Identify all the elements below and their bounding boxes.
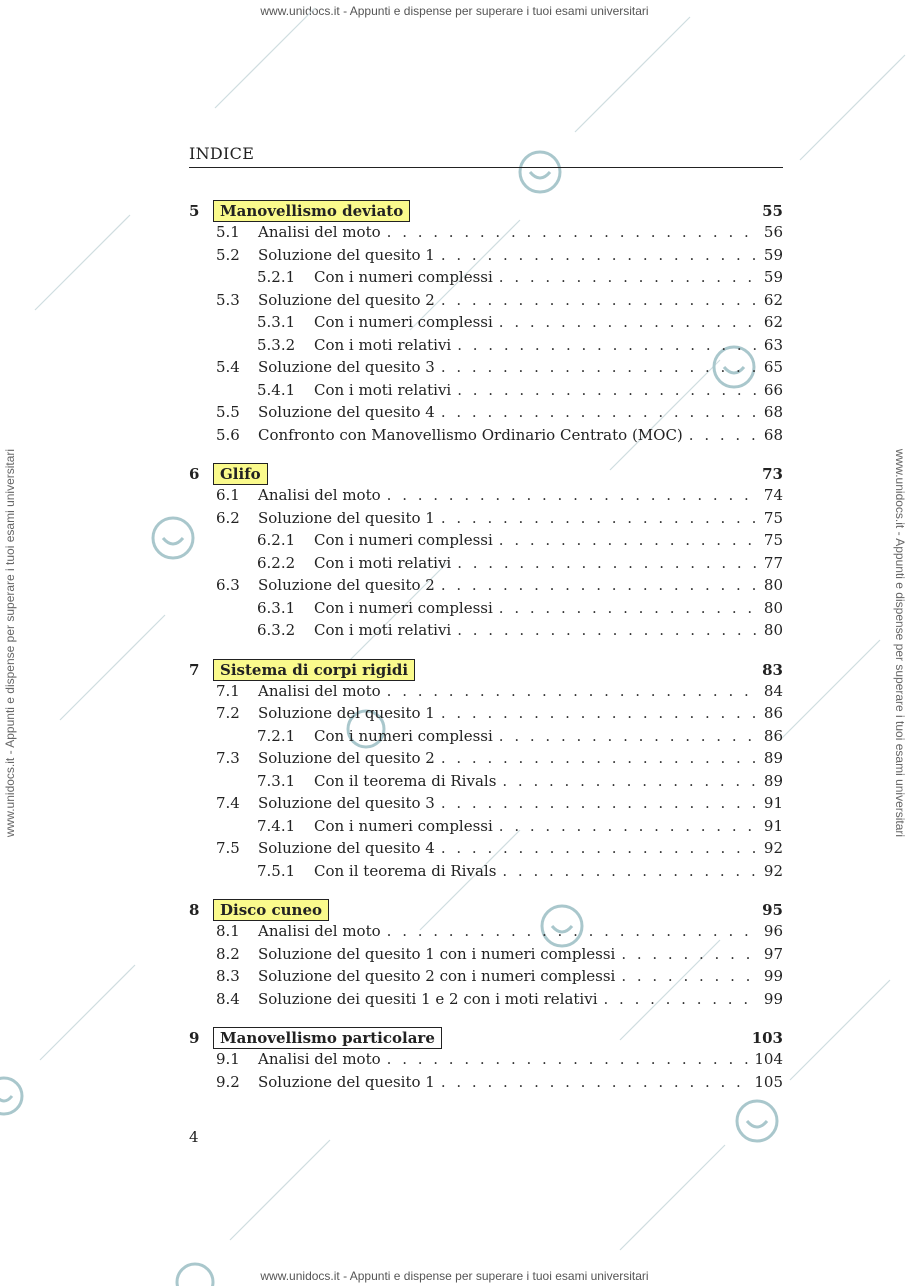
entry-title: Analisi del moto <box>258 681 381 700</box>
entry-title: Soluzione del quesito 1 <box>258 245 435 264</box>
entry-page-number: 63 <box>763 335 783 354</box>
entry-page-number: 92 <box>763 861 783 880</box>
entry-number: 5.3 <box>216 290 240 309</box>
entry-number: 7.2 <box>216 704 240 722</box>
dot-leader <box>499 599 757 617</box>
dot-leader <box>499 727 757 745</box>
subsection-entry[interactable] <box>189 727 783 750</box>
entry-number: 8.2 <box>216 944 240 963</box>
chapter-heading[interactable] <box>189 898 783 922</box>
entry-title: Con i numeri complessi <box>314 313 493 331</box>
entry-number: 7.2.1 <box>257 726 296 745</box>
entry-page-number: 91 <box>763 816 783 835</box>
section-entry[interactable] <box>189 967 783 990</box>
chapter-page-number: 83 <box>762 660 783 679</box>
dot-leader <box>604 990 758 1008</box>
entry-page-number: 99 <box>763 989 783 1008</box>
section-entry[interactable] <box>189 576 783 599</box>
chapter-page-number: 103 <box>751 1029 783 1047</box>
entry-page-number: 99 <box>763 967 783 985</box>
entry-title: Con i numeri complessi <box>314 531 493 549</box>
entry-number: 9.2 <box>216 1072 240 1091</box>
subsection-entry[interactable] <box>189 268 783 291</box>
entry-title: Con i numeri complessi <box>314 268 493 286</box>
entry-page-number: 92 <box>763 839 783 857</box>
dot-leader <box>457 554 757 572</box>
watermark-right: www.unidocs.it - Appunti e dispense per superare i tuoi esami universitari <box>893 448 907 838</box>
entry-page-number: 86 <box>763 704 783 722</box>
chapter-number: 8 <box>189 901 200 919</box>
entry-title: Con i numeri complessi <box>314 598 493 617</box>
dot-leader <box>387 922 757 940</box>
dot-leader <box>387 486 757 504</box>
dot-leader <box>387 1050 749 1068</box>
section-entry[interactable] <box>189 682 783 705</box>
section-entry[interactable] <box>189 990 783 1013</box>
entry-number: 5.5 <box>216 403 240 421</box>
entry-title: Soluzione del quesito 1 <box>258 508 435 527</box>
chapter <box>189 658 783 885</box>
entry-title: Soluzione del quesito 2 con i numeri complessi <box>258 967 616 985</box>
entry-title: Soluzione del quesito 2 <box>258 749 435 767</box>
chapter-page-number: 95 <box>762 901 783 919</box>
chapter-page-number: 73 <box>762 465 783 483</box>
entry-page-number: 56 <box>763 223 783 241</box>
section-entry[interactable] <box>189 291 783 314</box>
subsection-entry[interactable] <box>189 621 783 644</box>
page-header: INDICE <box>189 144 783 168</box>
dot-leader <box>441 403 757 421</box>
dot-leader <box>441 749 757 767</box>
entry-title: Con i moti relativi <box>314 553 452 572</box>
dot-leader <box>441 1073 749 1091</box>
dot-leader <box>441 246 757 264</box>
entry-page-number: 66 <box>763 380 783 399</box>
entry-page-number: 91 <box>763 794 783 812</box>
entry-page-number: 75 <box>763 531 783 549</box>
entry-number: 5.1 <box>216 223 240 241</box>
section-entry[interactable] <box>189 403 783 426</box>
dot-leader <box>457 381 757 399</box>
entry-number: 6.3.2 <box>257 621 296 639</box>
chapter-heading[interactable] <box>189 1026 783 1050</box>
entry-title: Analisi del moto <box>258 223 381 241</box>
subsection-entry[interactable] <box>189 599 783 622</box>
entry-title: Soluzione del quesito 1 <box>258 704 435 722</box>
watermark-left: www.unidocs.it - Appunti e dispense per superare i tuoi esami universitari <box>3 448 17 838</box>
entry-title: Soluzione dei quesiti 1 e 2 con i moti relativi <box>258 989 598 1008</box>
section-entry[interactable] <box>189 945 783 968</box>
chapter-title-link[interactable]: Disco cuneo <box>213 899 329 921</box>
entry-page-number: 68 <box>763 425 783 444</box>
dot-leader <box>387 682 757 700</box>
section-entry[interactable] <box>189 1073 783 1096</box>
entry-page-number: 105 <box>754 1072 783 1091</box>
chapter <box>189 1026 783 1095</box>
table-of-contents <box>189 199 783 1109</box>
entry-page-number: 59 <box>763 245 783 264</box>
dot-leader <box>499 268 757 286</box>
entry-number: 6.3.1 <box>257 598 296 617</box>
entry-number: 7.4 <box>216 794 240 812</box>
entry-page-number: 74 <box>763 486 783 504</box>
entry-number: 5.3.2 <box>257 335 296 354</box>
entry-page-number: 89 <box>763 771 783 790</box>
subsection-entry[interactable] <box>189 817 783 840</box>
entry-title: Soluzione del quesito 4 <box>258 403 435 421</box>
chapter-page-number: 55 <box>762 202 783 220</box>
entry-page-number: 97 <box>763 944 783 963</box>
entry-number: 7.5.1 <box>257 861 296 880</box>
section-entry[interactable] <box>189 794 783 817</box>
entry-title: Con i moti relativi <box>314 621 452 639</box>
chapter-title-link[interactable]: Glifo <box>213 463 268 485</box>
entry-title: Analisi del moto <box>258 922 381 940</box>
subsection-entry[interactable] <box>189 381 783 404</box>
page-number: 4 <box>189 1128 199 1146</box>
entry-title: Confronto con Manovellismo Ordinario Centrato (MOC) <box>258 425 683 444</box>
subsection-entry[interactable] <box>189 336 783 359</box>
entry-number: 9.1 <box>216 1050 240 1068</box>
chapter-number: 5 <box>189 202 200 220</box>
dot-leader <box>441 509 757 527</box>
section-entry[interactable] <box>189 839 783 862</box>
entry-page-number: 68 <box>763 403 783 421</box>
entry-number: 7.5 <box>216 839 240 857</box>
subsection-entry[interactable] <box>189 862 783 885</box>
entry-page-number: 89 <box>763 749 783 767</box>
entry-number: 5.4.1 <box>257 380 296 399</box>
entry-page-number: 96 <box>763 922 783 940</box>
chapter-heading[interactable] <box>189 462 783 486</box>
chapter-title-link[interactable]: Manovellismo particolare <box>213 1027 442 1049</box>
entry-page-number: 75 <box>763 508 783 527</box>
dot-leader <box>457 621 757 639</box>
subsection-entry[interactable] <box>189 554 783 577</box>
entry-page-number: 80 <box>763 598 783 617</box>
entry-number: 7.4.1 <box>257 816 296 835</box>
entry-title: Con il teorema di Rivals <box>314 861 497 880</box>
entry-title: Analisi del moto <box>258 1050 381 1068</box>
watermark-bottom: www.unidocs.it - Appunti e dispense per superare i tuoi esami universitari <box>260 1269 649 1283</box>
entry-page-number: 62 <box>763 290 783 309</box>
section-entry[interactable] <box>189 358 783 381</box>
section-entry[interactable] <box>189 486 783 509</box>
dot-leader <box>689 426 757 444</box>
entry-number: 5.2.1 <box>257 268 296 286</box>
dot-leader <box>441 839 757 857</box>
entry-number: 6.2 <box>216 508 240 527</box>
subsection-entry[interactable] <box>189 531 783 554</box>
entry-title: Con i numeri complessi <box>314 726 493 745</box>
entry-title: Soluzione del quesito 3 <box>258 794 435 812</box>
entry-page-number: 62 <box>763 313 783 331</box>
chapter-title-link[interactable]: Manovellismo deviato <box>213 200 410 222</box>
dot-leader <box>499 817 757 835</box>
entry-number: 7.1 <box>216 681 240 700</box>
entry-number: 8.1 <box>216 922 240 940</box>
section-entry[interactable] <box>189 749 783 772</box>
section-entry[interactable] <box>189 246 783 269</box>
dot-leader <box>441 704 757 722</box>
section-entry[interactable] <box>189 1050 783 1073</box>
section-entry[interactable] <box>189 509 783 532</box>
entry-number: 5.3.1 <box>257 313 296 331</box>
watermark-top: www.unidocs.it - Appunti e dispense per superare i tuoi esami universitari <box>260 4 649 18</box>
entry-title: Soluzione del quesito 3 <box>258 358 435 376</box>
chapter-title-link[interactable]: Sistema di corpi rigidi <box>213 659 415 681</box>
entry-title: Soluzione del quesito 2 <box>258 576 435 594</box>
subsection-entry[interactable] <box>189 313 783 336</box>
entry-title: Soluzione del quesito 4 <box>258 839 435 857</box>
chapter <box>189 462 783 644</box>
dot-leader <box>621 945 757 963</box>
entry-title: Soluzione del quesito 2 <box>258 290 435 309</box>
entry-number: 7.3 <box>216 749 240 767</box>
entry-title: Con i numeri complessi <box>314 816 493 835</box>
entry-title: Soluzione del quesito 1 con i numeri complessi <box>258 944 616 963</box>
chapter <box>189 199 783 448</box>
section-entry[interactable] <box>189 922 783 945</box>
chapter <box>189 898 783 1012</box>
entry-number: 6.3 <box>216 576 240 594</box>
entry-number: 6.2.2 <box>257 553 296 572</box>
dot-leader <box>502 862 757 880</box>
entry-page-number: 86 <box>763 726 783 745</box>
dot-leader <box>387 223 757 241</box>
dot-leader <box>441 576 757 594</box>
entry-number: 8.4 <box>216 989 240 1008</box>
entry-number: 6.2.1 <box>257 531 296 549</box>
entry-title: Analisi del moto <box>258 486 381 504</box>
entry-title: Con il teorema di Rivals <box>314 771 497 790</box>
chapter-heading[interactable] <box>189 199 783 223</box>
entry-number: 5.6 <box>216 425 240 444</box>
entry-title: Con i moti relativi <box>314 380 452 399</box>
section-entry[interactable] <box>189 426 783 449</box>
section-entry[interactable] <box>189 704 783 727</box>
chapter-number: 7 <box>189 660 200 679</box>
entry-number: 7.3.1 <box>257 771 296 790</box>
section-entry[interactable] <box>189 223 783 246</box>
entry-number: 5.4 <box>216 358 240 376</box>
entry-page-number: 80 <box>763 621 783 639</box>
subsection-entry[interactable] <box>189 772 783 795</box>
entry-title: Con i moti relativi <box>314 335 452 354</box>
entry-page-number: 65 <box>763 358 783 376</box>
dot-leader <box>499 531 757 549</box>
entry-page-number: 59 <box>763 268 783 286</box>
dot-leader <box>441 291 757 309</box>
entry-page-number: 104 <box>754 1050 783 1068</box>
entry-page-number: 84 <box>763 681 783 700</box>
entry-number: 5.2 <box>216 245 240 264</box>
entry-page-number: 77 <box>763 553 783 572</box>
entry-title: Soluzione del quesito 1 <box>258 1072 435 1091</box>
entry-number: 8.3 <box>216 967 240 985</box>
chapter-number: 6 <box>189 465 200 483</box>
dot-leader <box>441 358 757 376</box>
dot-leader <box>502 772 757 790</box>
chapter-number: 9 <box>189 1029 200 1047</box>
entry-number: 6.1 <box>216 486 240 504</box>
dot-leader <box>457 336 757 354</box>
dot-leader <box>441 794 757 812</box>
entry-page-number: 80 <box>763 576 783 594</box>
chapter-heading[interactable] <box>189 658 783 682</box>
dot-leader <box>621 967 757 985</box>
dot-leader <box>499 313 757 331</box>
